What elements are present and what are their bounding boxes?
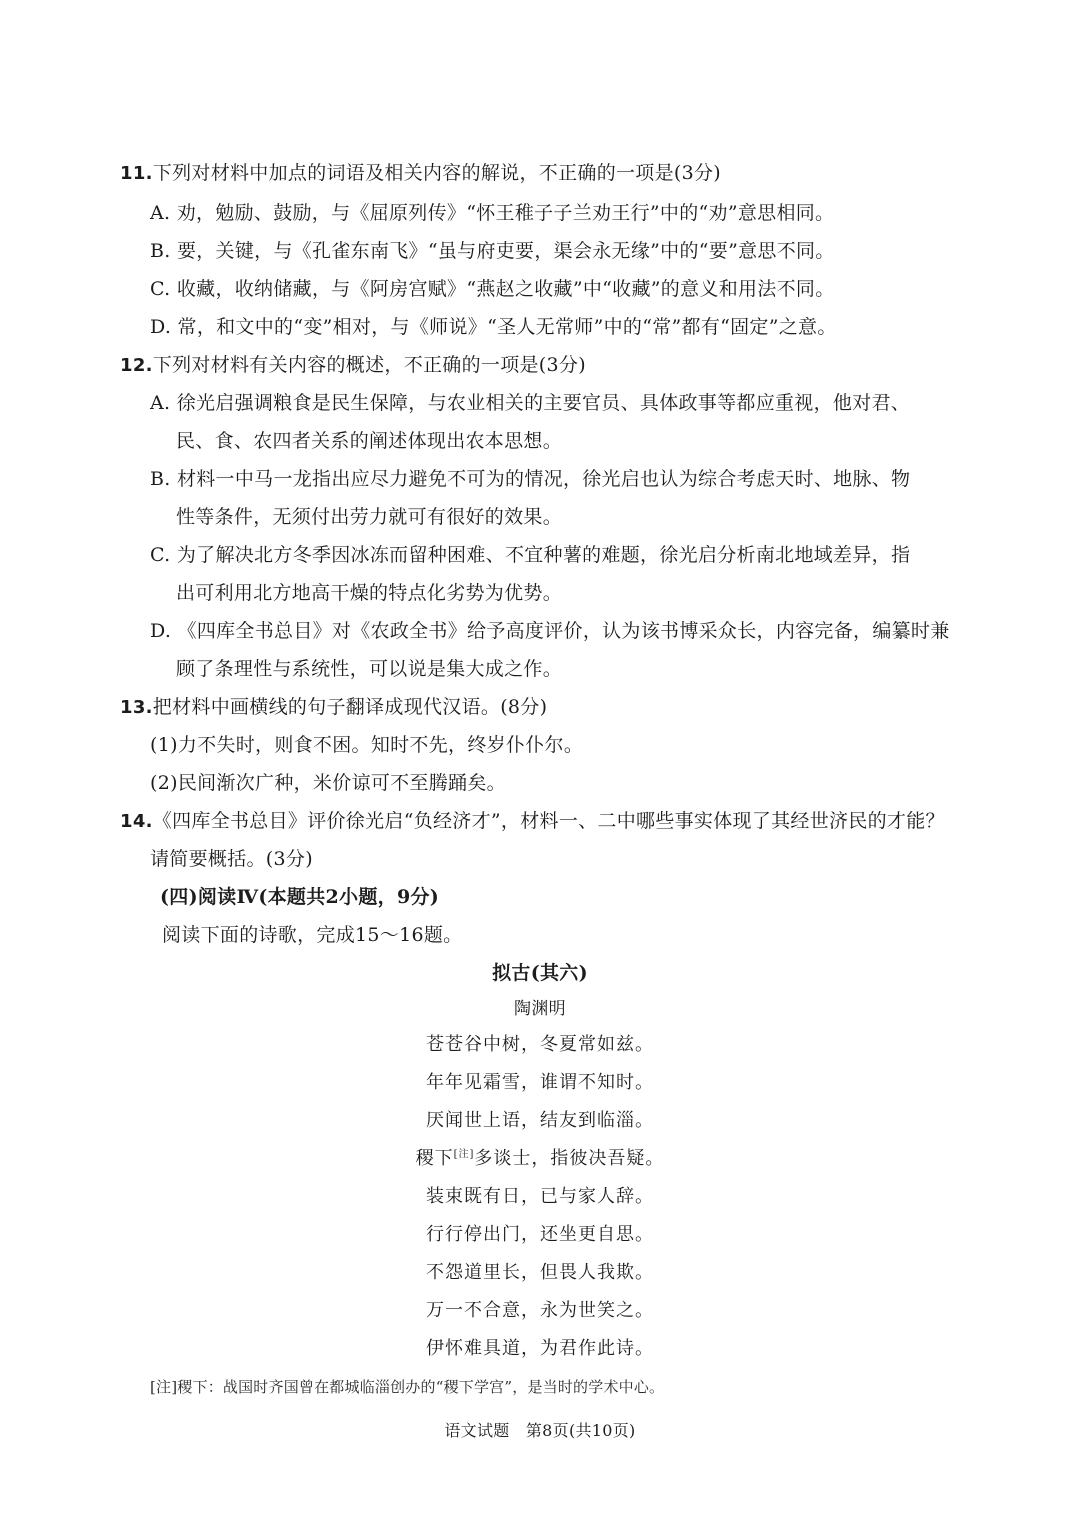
poem-line-9: 伊怀难具道，为君作此诗。 <box>426 1338 654 1359</box>
q12-option-d-cont: 顾了条理性与系统性，可以说是集大成之作。 <box>176 658 563 680</box>
q12-option-d: D. 《四库全书总目》对《农政全书》给予高度评价，认为该书博采众长，内容完备，编纂时兼 <box>150 620 950 642</box>
poem-line-8: 万一不合意，永为世笑之。 <box>426 1300 654 1321</box>
q11-option-b: B. 要，关键，与《孔雀东南飞》“虽与府吏要，渠会永无缘”中的“要”意思不同。 <box>150 240 835 262</box>
question-text: 下列对材料中加点的词语及相关内容的解说，不正确的一项是(3分) <box>152 162 722 184</box>
footnote: [注]稷下：战国时齐国曾在都城临淄创办的“稷下学宫”，是当时的学术中心。 <box>150 1378 665 1396</box>
q12-option-c-cont: 出可利用北方地高干燥的特点化劣势为优势。 <box>176 582 563 604</box>
poem-line-4-text: 多谈士，指彼决吾疑。 <box>474 1148 665 1169</box>
page-footer: 语文试题 第8页(共10页) <box>444 1421 636 1440</box>
poem-line-5: 装束既有日，已与家人辞。 <box>426 1186 654 1207</box>
poem-title: 拟古(其六) <box>492 962 588 984</box>
q12-option-a: A. 徐光启强调粮食是民生保障，与农业相关的主要官员、具体政事等都应重视，他对君、 <box>150 392 911 414</box>
section-instruction: 阅读下面的诗歌，完成15～16题。 <box>162 924 463 946</box>
question-12-stem <box>120 352 586 379</box>
question-text: 下列对材料有关内容的概述，不正确的一项是(3分) <box>152 354 586 376</box>
question-number: 12. <box>120 355 153 376</box>
question-11-stem <box>120 160 721 187</box>
q12-option-a-cont: 民、食、农四者关系的阐述体现出农本思想。 <box>176 430 563 452</box>
section-heading: (四)阅读Ⅳ(本题共2小题，9分) <box>160 886 440 908</box>
q12-option-b-cont: 性等条件，无须付出劳力就可有很好的效果。 <box>176 506 563 528</box>
poem-line-4 <box>0 1146 1080 1172</box>
poem-line-3: 厌闻世上语，结友到临淄。 <box>426 1110 654 1131</box>
q11-option-a: A. 劝，勉励、鼓励，与《屈原列传》“怀王稚子子兰劝王行”中的“劝”意思相同。 <box>150 202 835 224</box>
question-number: 14. <box>120 811 153 832</box>
q11-option-d: D. 常，和文中的“变”相对，与《师说》“圣人无常师”中的“常”都有“固定”之意。 <box>150 316 837 338</box>
q13-item-2: (2)民间渐次广种，米价谅可不至腾踊矣。 <box>150 772 506 794</box>
question-14-stem <box>120 808 945 835</box>
poem-author: 陶渊明 <box>514 999 566 1019</box>
question-number: 11. <box>120 163 153 184</box>
poem-line-1: 苍苍谷中树，冬夏常如兹。 <box>426 1034 654 1055</box>
q13-item-1: (1)力不失时，则食不困。知时不先，终岁仆仆尔。 <box>150 734 584 756</box>
question-text: 把材料中画横线的句子翻译成现代汉语。(8分) <box>152 696 548 718</box>
poem-line-2: 年年见霜雪，谁谓不知时。 <box>426 1072 654 1093</box>
note-marker: [注] <box>453 1149 475 1160</box>
q12-option-c: C. 为了解决北方冬季因冰冻而留种困难、不宜种薯的难题，徐光启分析南北地域差异，指 <box>150 544 911 566</box>
q11-option-c: C. 收藏，收纳储藏，与《阿房宫赋》“燕赵之收藏”中“收藏”的意义和用法不同。 <box>150 278 835 300</box>
poem-line-4-prefix: 稷下 <box>415 1148 454 1169</box>
poem-line-6: 行行停出门，还坐更自思。 <box>426 1224 654 1245</box>
question-number: 13. <box>120 697 153 718</box>
q12-option-b: B. 材料一中马一龙指出应尽力避免不可为的情况，徐光启也认为综合考虑天时、地脉、物 <box>150 468 911 490</box>
q14-cont: 请简要概括。(3分) <box>150 848 313 870</box>
question-13-stem <box>120 694 547 721</box>
question-text: 《四库全书总目》评价徐光启“负经济才”，材料一、二中哪些事实体现了其经世济民的才能？ <box>152 810 945 832</box>
poem-line-7: 不怨道里长，但畏人我欺。 <box>426 1262 654 1283</box>
